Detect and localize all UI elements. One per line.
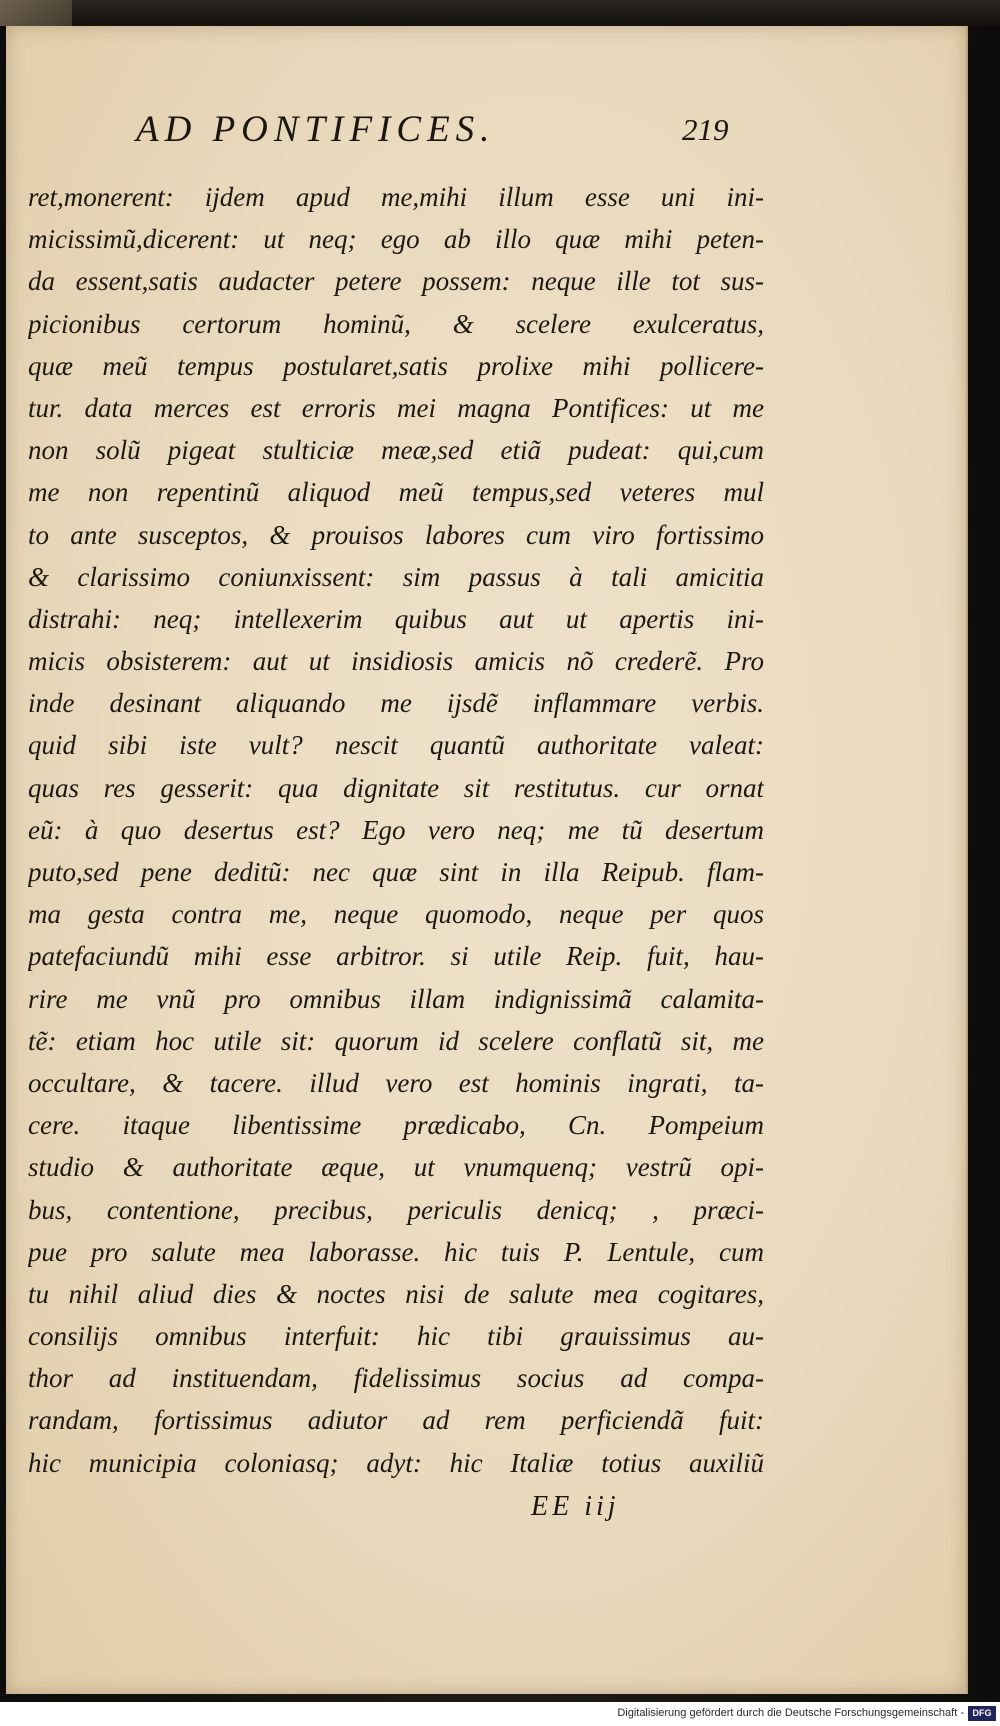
text-line: studio & authoritate æque, ut vnumquenq; vestrũ opi- [28, 1152, 764, 1183]
text-line: ma gesta contra me, neque quomodo, neque per quos [28, 899, 764, 930]
text-line: eũ: à quo desertus est? Ego vero neq; me tũ desertum [28, 814, 764, 845]
text-line: tur. data merces est erroris mei magna Pontifices: ut me [28, 392, 764, 423]
text-line: tu nihil aliud dies & noctes nisi de salute mea cogitares, [28, 1278, 764, 1309]
binding-scrap [0, 0, 72, 26]
text-line: inde desinant aliquando me ijsdẽ inflammare verbis. [28, 688, 764, 719]
text-line: patefaciundũ mihi esse arbitror. si utile Reip. fuit, hau- [28, 941, 764, 972]
text-line: ret,monerent: ijdem apud me,mihi illum esse uni ini- [28, 182, 764, 212]
text-line: cere. itaque libentissime prædicabo, Cn. Pompeium [28, 1110, 764, 1141]
body-text [28, 176, 764, 1484]
text-line: non solũ pigeat stulticiæ meæ,sed etiã pudeat: qui,cum [28, 435, 764, 466]
text-line: da essent,satis audacter petere possem: neque ille tot sus- [28, 266, 764, 297]
text-line: randam, fortissimus adiutor ad rem perficiendã fuit: [28, 1405, 764, 1436]
text-line: bus, contentione, precibus, periculis denicq; , præci- [28, 1194, 764, 1225]
digitization-footer [0, 1702, 1000, 1726]
running-title: AD PONTIFICES. [136, 109, 496, 150]
text-line: to ante susceptos, & prouisos labores cum viro fortissimo [28, 519, 764, 550]
text-line: quæ meũ tempus postularet,satis prolixe mihi pollicere- [28, 350, 764, 381]
text-line: micissimũ,dicerent: ut neq; ego ab illo quæ mihi peten- [28, 224, 764, 255]
text-line: & clarissimo coniunxissent: sim passus à tali amicitia [28, 561, 764, 592]
funding-credit: Digitalisierung gefördert durch die Deutsche Forschungsgemeinschaft - [617, 1707, 964, 1719]
text-line: pue pro salute mea laborasse. hic tuis P. Lentule, cum [28, 1236, 764, 1267]
text-line: thor ad instituendam, fidelissimus socius ad compa- [28, 1363, 764, 1394]
text-line: occultare, & tacere. illud vero est hominis ingrati, ta- [28, 1067, 764, 1098]
page-number: 219 [682, 112, 729, 147]
text-line: quas res gesserit: qua dignitate sit restitutus. cur ornat [28, 772, 764, 803]
text-line: hic municipia coloniasq; adyt: hic Italiæ totius auxiliũ [28, 1447, 764, 1478]
book-top-edge [0, 0, 1000, 26]
text-line: quid sibi iste vult? nescit quantũ authoritate valeat: [28, 730, 764, 761]
text-line: micis obsisterem: aut ut insidiosis amicis nõ crederẽ. Pro [28, 646, 764, 677]
text-line: distrahi: neq; intellexerim quibus aut ut apertis ini- [28, 603, 764, 634]
book-page [6, 26, 968, 1694]
text-line: me non repentinũ aliquod meũ tempus,sed veteres mul [28, 477, 764, 508]
dfg-logo: DFG [968, 1706, 996, 1721]
signature-mark: EE iij [531, 1491, 620, 1522]
text-line: rire me vnũ pro omnibus illam indignissimã calamita- [28, 983, 764, 1014]
text-line: picionibus certorum hominũ, & scelere exulceratus, [28, 308, 764, 339]
text-line: consilijs omnibus interfuit: hic tibi grauissimus au- [28, 1321, 764, 1352]
text-line: tẽ: etiam hoc utile sit: quorum id scelere conflatũ sit, me [28, 1025, 764, 1056]
text-line: puto,sed pene deditũ: nec quæ sint in illa Reipub. flam- [28, 857, 764, 887]
